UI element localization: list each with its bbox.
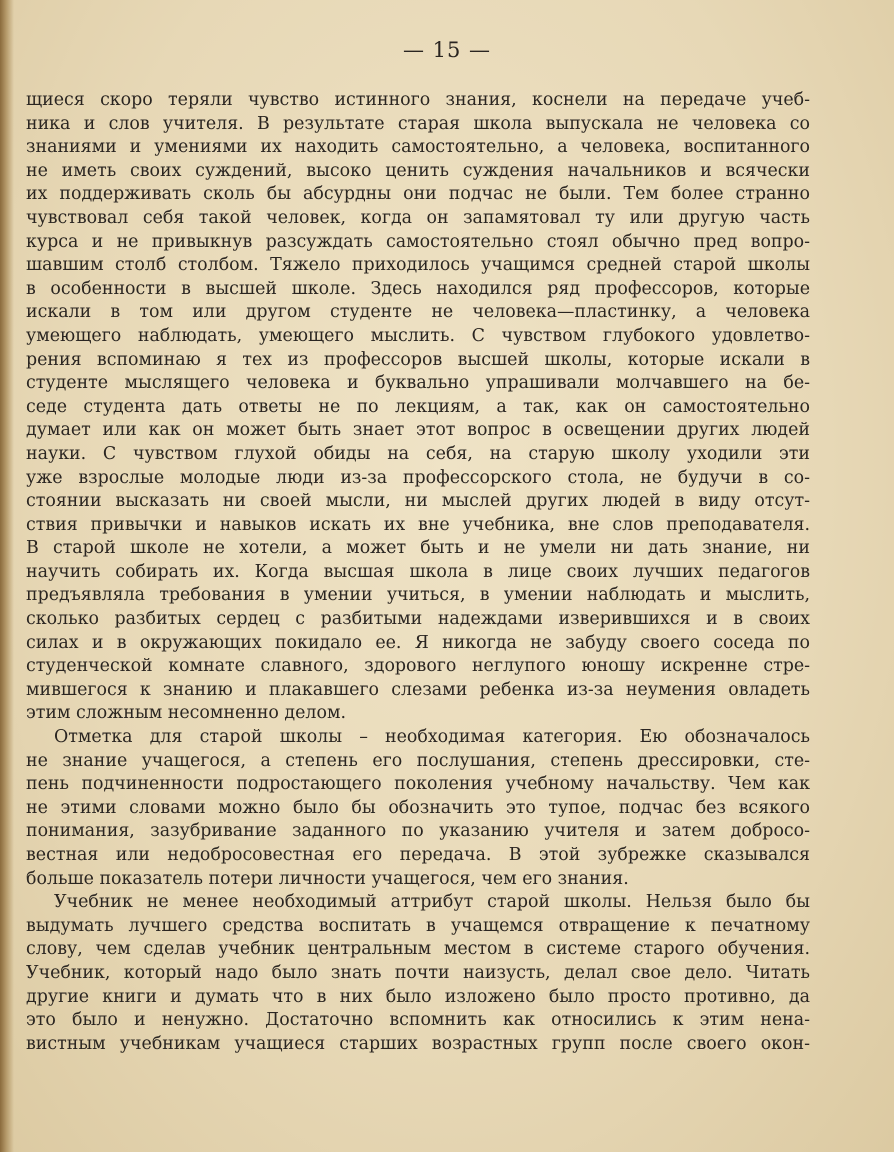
text-line: в особенности в высшей школе. Здесь находился ряд профессоров, которые <box>26 278 810 299</box>
page-number: — 15 — <box>402 38 492 62</box>
text-line: ствия привычки и навыков искать их вне учебника, вне слов преподавателя. <box>26 514 810 535</box>
text-line: выдумать лучшего средства воспитать в учащемся отвращение к печатному <box>26 915 810 936</box>
text-line: В старой школе не хотели, а может быть и не умели ни дать знание, ни <box>26 538 810 559</box>
text-line: чувствовал себя такой человек, когда он запамятовал ту или другую часть <box>26 207 810 228</box>
text-line: другие книги и думать что в них было изложено было просто противно, да <box>26 986 810 1007</box>
text-line: курса и не привыкнув разсуждать самостоятельно стоял обычно пред вопро- <box>26 231 810 252</box>
text-line: Учебник, который надо было знать почти наизусть, делал свое дело. Читать <box>26 962 810 983</box>
text-line: рения вспоминаю я тех из профессоров высшей школы, которые искали в <box>26 349 810 370</box>
paragraph-3 <box>26 891 810 1056</box>
text-line: студенте мыслящего человека и буквально упрашивали молчавшего на бе- <box>26 373 810 394</box>
binding-edge <box>0 0 14 1152</box>
text-line: шавшим столб столбом. Тяжело приходилось учащимся средней старой школы <box>26 255 810 276</box>
page-text <box>26 89 810 1056</box>
text-line: стоянии высказать ни своей мысли, ни мыслей других людей в виду отсут- <box>26 491 810 512</box>
text-line: сколько разбитых сердец с разбитыми надеждами изверившихся и в своих <box>26 609 810 630</box>
text-line: ника и слов учителя. В результате старая школа выпускала не человека со <box>26 113 810 134</box>
text-line: седе студента дать ответы не по лекциям, а так, как он самостоятельно <box>26 396 810 417</box>
text-line: знаниями и умениями их находить самостоятельно, а человека, воспитанного <box>26 137 810 158</box>
paragraph-2 <box>26 726 810 891</box>
text-line: не этими словами можно было бы обозначить это тупое, подчас без всякого <box>26 797 810 818</box>
text-line: не знание учащегося, а степень его послушания, степень дрессировки, сте- <box>26 750 810 771</box>
text-line: понимания, зазубривание заданного по указанию учителя и затем добросо- <box>26 821 810 842</box>
text-line: их поддерживать сколь бы абсурдны они подчас не были. Тем более странно <box>26 184 810 205</box>
text-line: научить собирать их. Когда высшая школа в лице своих лучших педагогов <box>26 561 810 582</box>
text-line: это было и ненужно. Достаточно вспомнить как относились к этим нена- <box>26 1010 810 1031</box>
paragraph-1 <box>26 89 810 726</box>
text-line: мившегося к знанию и плакавшего слезами ребенка из-за неумения овладеть <box>26 679 810 700</box>
text-line: науки. С чувством глухой обиды на себя, на старую школу уходили эти <box>26 443 810 464</box>
text-line: пень подчиненности подростающего поколения учебному начальству. Чем как <box>26 774 810 795</box>
text-line: искали в том или другом студенте не человека—пластинку, а человека <box>26 302 810 323</box>
text-line: студенческой комнате славного, здорового неглупого юношу искренне стре- <box>26 656 810 677</box>
text-line: этим сложным несомненно делом. <box>26 703 347 724</box>
text-line: вистным учебникам учащиеся старших возрастных групп после своего окон- <box>26 1033 810 1054</box>
text-line: вестная или недобросовестная его передача. В этой зубрежке сказывался <box>26 845 810 865</box>
text-line: уже взрослые молодые люди из-за профессорского стола, не будучи в со- <box>26 467 810 488</box>
text-line: умеющего наблюдать, умеющего мыслить. С чувством глубокого удовлетво- <box>26 325 810 346</box>
text-line: Отметка для старой школы – необходимая категория. Ею обозначалось <box>54 727 810 748</box>
text-line: силах и в окружающих покидало ее. Я никогда не забуду своего соседа по <box>26 632 810 653</box>
text-line: Учебник не менее необходимый аттрибут старой школы. Нельзя было бы <box>54 892 810 913</box>
text-line: не иметь своих суждений, высоко ценить суждения начальников и всячески <box>26 160 810 181</box>
text-line: предъявляла требования в умении учиться, в умении наблюдать и мыслить, <box>26 585 810 606</box>
text-line: щиеся скоро теряли чувство истинного знания, коснели на передаче учеб- <box>26 90 810 110</box>
text-line: думает или как он может быть знает этот вопрос в освещении других людей <box>26 420 810 441</box>
text-line: слову, чем сделав учебник центральным местом в системе старого обучения. <box>26 939 810 960</box>
text-line: больше показатель потери личности учащегося, чем его знания. <box>26 868 629 889</box>
